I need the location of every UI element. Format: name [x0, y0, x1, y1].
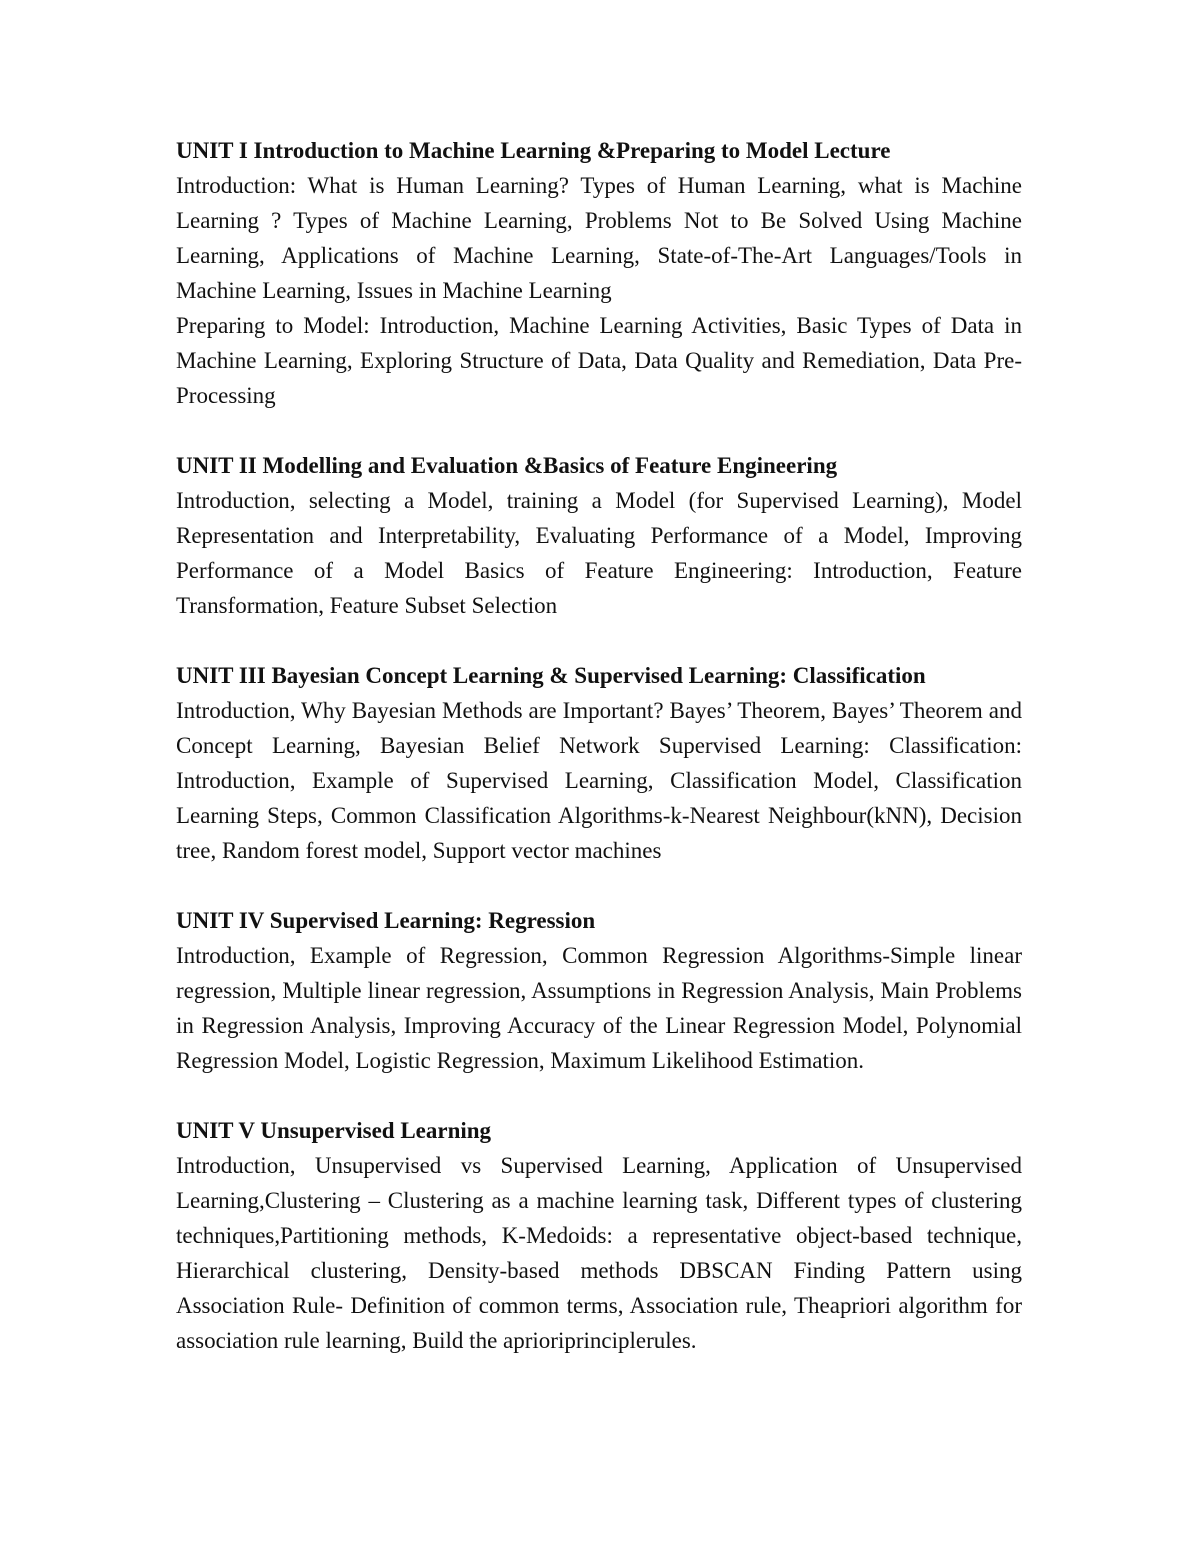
- unit-3-paragraph-1: Introduction, Why Bayesian Methods are Important? Bayes’ Theorem, Bayes’ Theorem and Concept Learning, Bayesian Belief Network Supervised Learning: Classification: Introduction, Example of Supervised Learning, Classification Model, Classification Learning Steps, Common Classification Algorithms-k-Nearest Neighbour(kNN), Decision tree, Random forest model, Support vector machines: [176, 698, 1022, 863]
- unit-2-title: UNIT II Modelling and Evaluation &Basics of Feature Engineering: [176, 453, 838, 478]
- unit-2-section: [176, 448, 1022, 623]
- unit-4-section: [176, 903, 1022, 1078]
- unit-2-paragraph-1: Introduction, selecting a Model, training a Model (for Supervised Learning), Model Representation and Interpretability, Evaluating Performance of a Model, Improving Performance of a Model Basics of Feature Engineering: Introduction, Feature Transformation, Feature Subset Selection: [176, 488, 1022, 618]
- unit-5-section: [176, 1113, 1022, 1358]
- unit-1-title: UNIT I Introduction to Machine Learning &Preparing to Model Lecture: [176, 138, 891, 163]
- unit-1-section: [176, 133, 1022, 413]
- unit-4-title: UNIT IV Supervised Learning: Regression: [176, 908, 596, 933]
- unit-3-title: UNIT III Bayesian Concept Learning & Supervised Learning: Classification: [176, 663, 926, 688]
- unit-5-paragraph-1: Introduction, Unsupervised vs Supervised Learning, Application of Unsupervised Learning,Clustering – Clustering as a machine learning task, Different types of clustering techniques,Partitioning methods, K-Medoids: a representative object-based technique, Hierarchical clustering, Density-based methods DBSCAN Finding Pattern using Association Rule- Definition of common terms, Association rule, Theapriori algorithm for association rule learning, Build the aprioriprinciplerules.: [176, 1153, 1022, 1353]
- unit-1-paragraph-1: Introduction: What is Human Learning? Types of Human Learning, what is Machine Learning ? Types of Machine Learning, Problems Not to Be Solved Using Machine Learning, Applications of Machine Learning, State-of-The-Art Languages/Tools in Machine Learning, Issues in Machine Learning: [176, 173, 1022, 303]
- unit-5-title: UNIT V Unsupervised Learning: [176, 1118, 492, 1143]
- unit-3-section: [176, 658, 1022, 868]
- document-page: [176, 133, 1022, 1358]
- unit-1-paragraph-2: Preparing to Model: Introduction, Machine Learning Activities, Basic Types of Data in Machine Learning, Exploring Structure of Data, Data Quality and Remediation, Data Pre-Processing: [176, 313, 1022, 408]
- unit-4-paragraph-1: Introduction, Example of Regression, Common Regression Algorithms-Simple linear regression, Multiple linear regression, Assumptions in Regression Analysis, Main Problems in Regression Analysis, Improving Accuracy of the Linear Regression Model, Polynomial Regression Model, Logistic Regression, Maximum Likelihood Estimation.: [176, 943, 1022, 1073]
